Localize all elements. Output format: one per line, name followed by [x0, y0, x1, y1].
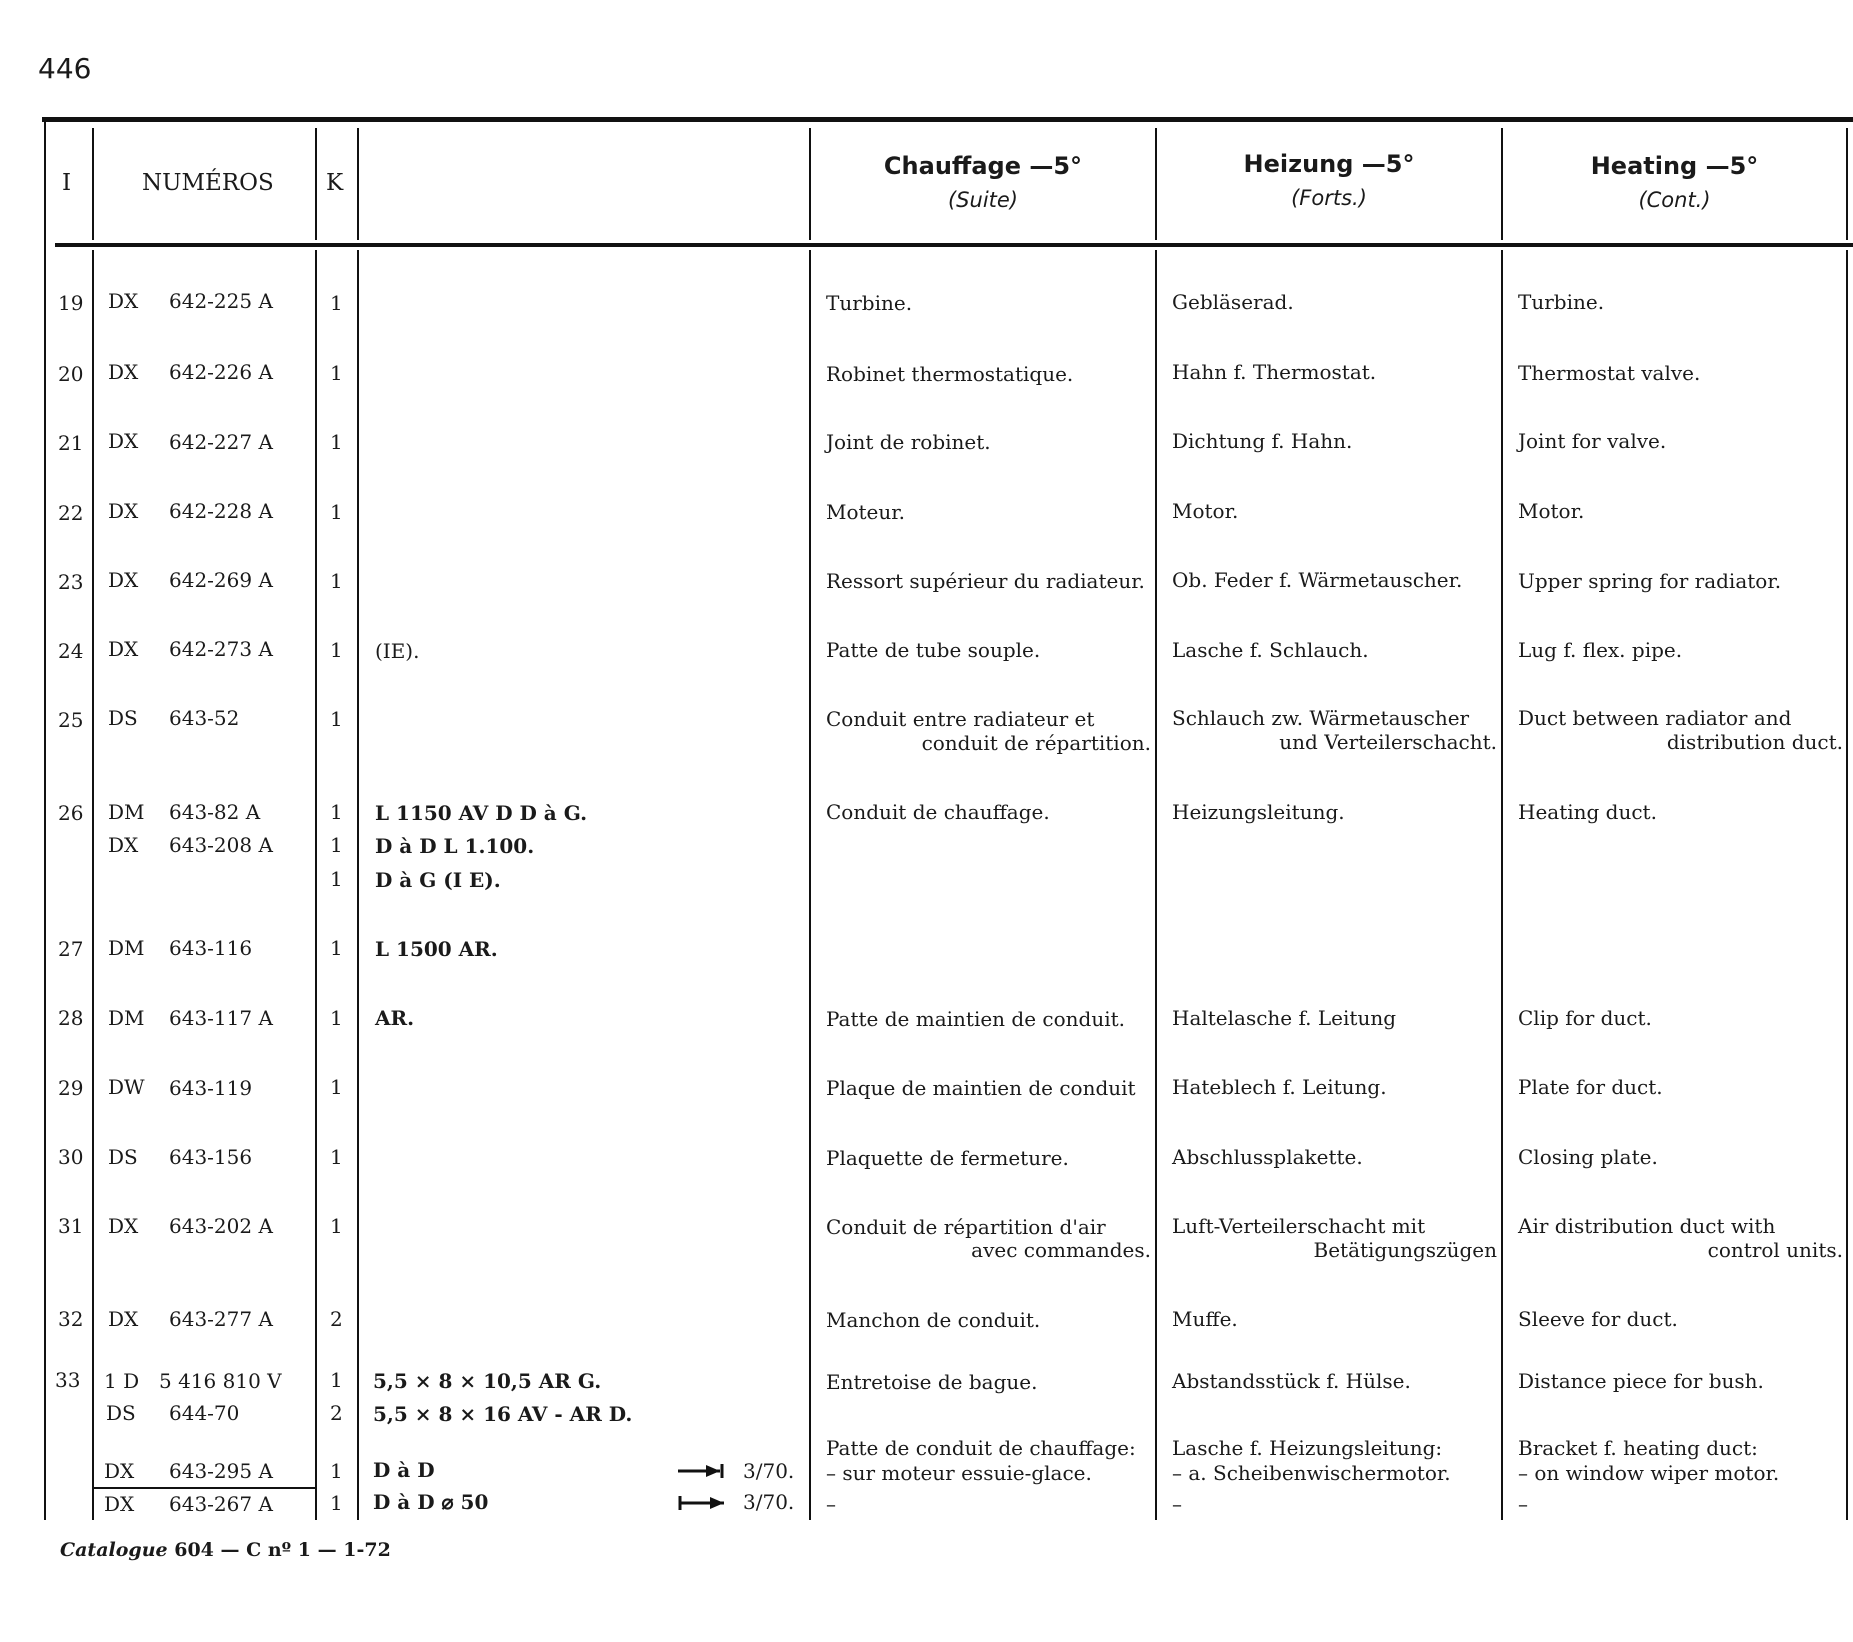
quantity: 1 — [330, 1075, 343, 1099]
description-en: Bracket f. heating duct: — [1518, 1436, 1758, 1460]
part-prefix: DX — [108, 637, 139, 661]
part-number: 642-226 A — [169, 360, 273, 384]
description-en: Air distribution duct with — [1518, 1214, 1776, 1238]
quantity: 1 — [330, 707, 343, 731]
effective-date: 3/70. — [743, 1490, 795, 1514]
remark: AR. — [375, 1006, 415, 1030]
item-index: 27 — [58, 937, 84, 961]
description-en: Clip for duct. — [1518, 1006, 1652, 1030]
english-title: Heating —5° — [1590, 152, 1759, 180]
description-de: – — [1172, 1492, 1182, 1516]
description-fr: Moteur. — [826, 500, 905, 524]
header-top-rule — [42, 117, 1853, 122]
description-en-line2: – on window wiper motor. — [1518, 1461, 1780, 1485]
description-de: Motor. — [1172, 499, 1239, 523]
description-en: Joint for valve. — [1518, 429, 1667, 453]
part-prefix: DM — [108, 936, 145, 960]
item-index: 19 — [58, 291, 84, 315]
part-prefix: DS — [108, 1145, 138, 1169]
description-de: Gebläserad. — [1172, 290, 1294, 314]
item-index: 29 — [58, 1076, 84, 1100]
col-header-german — [1157, 150, 1501, 210]
description-de: Muffe. — [1172, 1307, 1238, 1331]
description-de: Lasche f. Heizungsleitung: — [1172, 1436, 1443, 1460]
part-prefix: DS — [106, 1401, 136, 1425]
description-de-line2: und Verteilerschacht. — [1279, 730, 1497, 754]
german-subtitle: (Forts.) — [1291, 186, 1367, 210]
description-fr: Patte de maintien de conduit. — [826, 1007, 1126, 1031]
description-de: Hahn f. Thermostat. — [1172, 360, 1377, 384]
description-fr: Robinet thermostatique. — [826, 362, 1074, 386]
part-number: 643-208 A — [169, 833, 273, 857]
column-rule — [809, 250, 811, 1520]
item-index: 25 — [58, 708, 84, 732]
column-rule — [1846, 128, 1848, 240]
column-rule — [357, 128, 359, 240]
item-index: 33 — [55, 1368, 81, 1392]
quantity: 2 — [330, 1401, 343, 1425]
item-index: 21 — [58, 431, 84, 455]
item-index: 24 — [58, 639, 84, 663]
description-fr: Plaquette de fermeture. — [826, 1146, 1069, 1170]
description-en: Turbine. — [1518, 290, 1605, 314]
part-prefix: DX — [108, 429, 139, 453]
part-prefix: DX — [108, 1214, 139, 1238]
column-rule — [1846, 250, 1848, 1520]
part-prefix: DM — [108, 800, 145, 824]
description-de: Luft-Verteilerschacht mit — [1172, 1214, 1426, 1238]
item-index: 20 — [58, 362, 84, 386]
part-prefix: DX — [104, 1459, 135, 1483]
description-fr-line2: conduit de répartition. — [921, 731, 1151, 755]
description-en: Upper spring for radiator. — [1518, 569, 1782, 593]
quantity: 1 — [330, 500, 343, 524]
description-de: Haltelasche f. Leitung — [1172, 1006, 1397, 1030]
arrow-to-bar-icon — [678, 1464, 726, 1478]
part-number: 5 416 810 V — [159, 1369, 282, 1393]
remark: 5,5 × 8 × 10,5 AR G. — [373, 1369, 602, 1393]
quantity: 1 — [330, 936, 343, 960]
item-index: 23 — [58, 570, 84, 594]
row-underline — [94, 1487, 316, 1489]
page-number: 446 — [38, 52, 92, 85]
french-subtitle: (Suite) — [947, 188, 1018, 212]
footer-catalogue-label: Catalogue — [60, 1539, 168, 1561]
remark: D à G (I E). — [375, 868, 501, 892]
description-fr: Entretoise de bague. — [826, 1370, 1038, 1394]
footer-catalogue-ref: 604 — C nº 1 — 1-72 — [174, 1539, 391, 1561]
description-fr-line2: – sur moteur essuie-glace. — [826, 1461, 1092, 1485]
description-fr: Turbine. — [826, 291, 913, 315]
part-number: 643-116 — [169, 936, 253, 960]
remark: (IE). — [375, 639, 420, 663]
column-rule — [315, 250, 317, 1520]
part-number: 642-227 A — [169, 430, 273, 454]
quantity: 1 — [330, 867, 343, 891]
part-number: 644-70 — [169, 1401, 240, 1425]
german-title: Heizung —5° — [1243, 150, 1415, 178]
quantity: 1 — [330, 569, 343, 593]
item-index: 31 — [58, 1214, 84, 1238]
column-rule — [1155, 250, 1157, 1520]
description-en: Motor. — [1518, 499, 1585, 523]
description-fr: Patte de conduit de chauffage: — [826, 1436, 1136, 1460]
part-prefix: DX — [108, 499, 139, 523]
part-prefix: DX — [108, 289, 139, 313]
part-number: 643-82 A — [169, 800, 261, 824]
part-prefix: DX — [104, 1492, 135, 1516]
description-en: Plate for duct. — [1518, 1075, 1663, 1099]
english-subtitle: (Cont.) — [1638, 188, 1711, 212]
part-number: 643-156 — [169, 1145, 253, 1169]
col-header-k: K — [326, 170, 344, 196]
col-header-numeros: NUMÉROS — [142, 170, 274, 196]
part-number: 642-228 A — [169, 499, 273, 523]
description-fr: Patte de tube souple. — [826, 638, 1041, 662]
part-prefix: DS — [108, 706, 138, 730]
description-de: Abschlussplakette. — [1172, 1145, 1363, 1169]
quantity: 1 — [330, 430, 343, 454]
part-number: 643-52 — [169, 706, 240, 730]
column-rule — [44, 120, 46, 1520]
description-en: – — [1518, 1492, 1528, 1516]
quantity: 1 — [330, 800, 343, 824]
part-number: 643-119 — [169, 1076, 253, 1100]
description-en: Duct between radiator and — [1518, 706, 1792, 730]
quantity: 1 — [330, 291, 343, 315]
description-fr: Conduit de chauffage. — [826, 800, 1050, 824]
description-de: Lasche f. Schlauch. — [1172, 638, 1369, 662]
column-rule — [1501, 250, 1503, 1520]
description-en: Lug f. flex. pipe. — [1518, 638, 1683, 662]
quantity: 1 — [330, 361, 343, 385]
part-prefix: 1 D — [104, 1369, 140, 1393]
description-en: Heating duct. — [1518, 800, 1657, 824]
effective-date: 3/70. — [743, 1459, 795, 1483]
part-number: 643-277 A — [169, 1307, 273, 1331]
description-de-line2: Betätigungszügen — [1313, 1238, 1497, 1262]
part-number: 643-117 A — [169, 1006, 273, 1030]
description-de-line2: – a. Scheibenwischermotor. — [1172, 1461, 1451, 1485]
quantity: 1 — [330, 1214, 343, 1238]
part-number: 642-269 A — [169, 568, 273, 592]
description-en: Sleeve for duct. — [1518, 1307, 1678, 1331]
item-index: 32 — [58, 1307, 84, 1331]
description-fr: Plaque de maintien de conduit — [826, 1076, 1136, 1100]
column-rule — [92, 128, 94, 240]
description-fr: – — [826, 1492, 836, 1516]
description-fr: Manchon de conduit. — [826, 1308, 1041, 1332]
description-en: Closing plate. — [1518, 1145, 1658, 1169]
part-prefix: DX — [108, 833, 139, 857]
quantity: 1 — [330, 1459, 343, 1483]
remark: L 1150 AV D D à G. — [375, 801, 588, 825]
description-fr-line2: avec commandes. — [971, 1238, 1151, 1262]
part-prefix: DX — [108, 1307, 139, 1331]
item-index: 26 — [58, 801, 84, 825]
description-de: Hateblech f. Leitung. — [1172, 1075, 1387, 1099]
header-bottom-rule — [55, 243, 1853, 247]
description-en: Thermostat valve. — [1518, 361, 1701, 385]
description-de: Abstandsstück f. Hülse. — [1172, 1369, 1411, 1393]
col-header-english — [1503, 152, 1846, 212]
remark: D à D — [373, 1458, 435, 1482]
description-de: Schlauch zw. Wärmetauscher — [1172, 706, 1470, 730]
item-index: 28 — [58, 1006, 84, 1030]
part-number: 643-202 A — [169, 1214, 273, 1238]
bar-to-arrow-icon — [678, 1496, 726, 1510]
part-prefix: DW — [108, 1075, 145, 1099]
quantity: 1 — [330, 638, 343, 662]
column-rule — [92, 250, 94, 1520]
column-rule — [357, 250, 359, 1520]
quantity: 2 — [330, 1307, 343, 1331]
col-header-index: I — [62, 170, 72, 196]
part-number: 642-273 A — [169, 637, 273, 661]
description-en: Distance piece for bush. — [1518, 1369, 1764, 1393]
description-en-line2: distribution duct. — [1666, 730, 1843, 754]
description-de: Heizungsleitung. — [1172, 800, 1345, 824]
quantity: 1 — [330, 1006, 343, 1030]
column-rule — [315, 128, 317, 240]
remark: 5,5 × 8 × 16 AV - AR D. — [373, 1402, 633, 1426]
quantity: 1 — [330, 1368, 343, 1392]
quantity: 1 — [330, 1145, 343, 1169]
description-fr: Ressort supérieur du radiateur. — [826, 569, 1145, 593]
quantity: 1 — [330, 833, 343, 857]
description-fr: Joint de robinet. — [826, 430, 991, 454]
part-prefix: DX — [108, 360, 139, 384]
remark: D à D ⌀ 50 — [373, 1490, 489, 1514]
french-title: Chauffage —5° — [883, 152, 1083, 180]
col-header-french — [811, 152, 1155, 212]
item-index: 22 — [58, 501, 84, 525]
description-de: Dichtung f. Hahn. — [1172, 429, 1353, 453]
catalogue-footer — [60, 1539, 391, 1561]
description-en-line2: control units. — [1707, 1238, 1843, 1262]
quantity: 1 — [330, 1491, 343, 1515]
part-number: 643-267 A — [169, 1492, 273, 1516]
part-number: 642-225 A — [169, 289, 273, 313]
part-number: 643-295 A — [169, 1459, 273, 1483]
part-prefix: DX — [108, 568, 139, 592]
remark: D à D L 1.100. — [375, 834, 535, 858]
part-prefix: DM — [108, 1006, 145, 1030]
description-fr: Conduit entre radiateur et — [826, 707, 1095, 731]
item-index: 30 — [58, 1145, 84, 1169]
description-de: Ob. Feder f. Wärmetauscher. — [1172, 568, 1463, 592]
description-fr: Conduit de répartition d'air — [826, 1215, 1106, 1239]
remark: L 1500 AR. — [375, 937, 498, 961]
